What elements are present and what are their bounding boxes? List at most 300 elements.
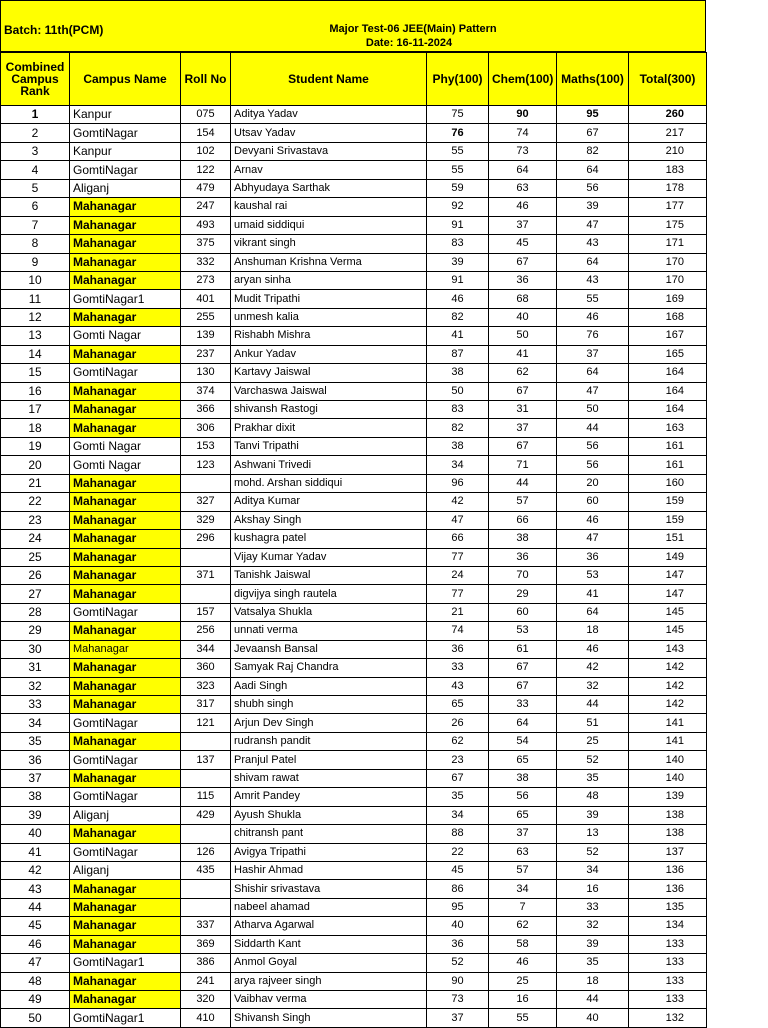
table-row xyxy=(1,179,707,197)
rank-cell: 46 xyxy=(1,935,70,953)
total-score-cell: 177 xyxy=(629,198,707,216)
rank-cell: 20 xyxy=(1,456,70,474)
chem-score-cell: 67 xyxy=(489,659,557,677)
campus-cell: Mahanagar xyxy=(70,419,181,437)
table-row xyxy=(1,142,707,160)
roll-no-cell: 130 xyxy=(181,364,231,382)
student-name-cell: Pranjul Patel xyxy=(231,751,427,769)
student-name-cell: Aadi Singh xyxy=(231,677,427,695)
roll-no-cell xyxy=(181,898,231,916)
rank-cell: 40 xyxy=(1,825,70,843)
total-score-cell: 141 xyxy=(629,732,707,750)
campus-cell: Mahanagar xyxy=(70,640,181,658)
campus-cell: Kanpur xyxy=(70,106,181,124)
total-score-cell: 161 xyxy=(629,456,707,474)
rank-cell: 43 xyxy=(1,880,70,898)
total-score-cell: 210 xyxy=(629,142,707,160)
campus-cell: Mahanagar xyxy=(70,935,181,953)
maths-score-cell: 46 xyxy=(557,308,629,326)
roll-no-cell: 256 xyxy=(181,622,231,640)
rank-cell: 44 xyxy=(1,898,70,916)
maths-score-cell: 52 xyxy=(557,751,629,769)
total-score-cell: 136 xyxy=(629,880,707,898)
table-row xyxy=(1,216,707,234)
chem-score-cell: 67 xyxy=(489,253,557,271)
table-row xyxy=(1,603,707,621)
table-row xyxy=(1,917,707,935)
chem-score-cell: 60 xyxy=(489,603,557,621)
total-score-cell: 159 xyxy=(629,511,707,529)
total-score-cell: 170 xyxy=(629,253,707,271)
campus-cell: Mahanagar xyxy=(70,271,181,289)
table-row xyxy=(1,511,707,529)
table-row xyxy=(1,124,707,142)
rank-cell: 8 xyxy=(1,235,70,253)
chem-score-cell: 65 xyxy=(489,751,557,769)
table-row xyxy=(1,677,707,695)
rank-cell: 48 xyxy=(1,972,70,990)
maths-score-cell: 64 xyxy=(557,603,629,621)
roll-no-cell: 386 xyxy=(181,954,231,972)
student-name-cell: shivansh Rastogi xyxy=(231,401,427,419)
student-name-cell: rudransh pandit xyxy=(231,732,427,750)
rank-cell: 7 xyxy=(1,216,70,234)
roll-no-cell: 375 xyxy=(181,235,231,253)
total-score-cell: 147 xyxy=(629,566,707,584)
chem-score-cell: 45 xyxy=(489,235,557,253)
roll-no-cell: 323 xyxy=(181,677,231,695)
rank-cell: 23 xyxy=(1,511,70,529)
student-name-cell: Abhyudaya Sarthak xyxy=(231,179,427,197)
maths-score-cell: 37 xyxy=(557,345,629,363)
table-row xyxy=(1,659,707,677)
table-row xyxy=(1,308,707,326)
roll-no-cell: 121 xyxy=(181,714,231,732)
student-name-cell: unmesh kalia xyxy=(231,308,427,326)
phy-score-cell: 52 xyxy=(427,954,489,972)
phy-score-cell: 91 xyxy=(427,271,489,289)
phy-score-cell: 67 xyxy=(427,769,489,787)
maths-score-cell: 82 xyxy=(557,142,629,160)
phy-score-cell: 23 xyxy=(427,751,489,769)
table-row xyxy=(1,290,707,308)
student-name-cell: Vatsalya Shukla xyxy=(231,603,427,621)
roll-no-cell: 410 xyxy=(181,1009,231,1027)
maths-score-cell: 64 xyxy=(557,364,629,382)
rank-cell: 3 xyxy=(1,142,70,160)
student-name-cell: Siddarth Kant xyxy=(231,935,427,953)
campus-cell: Mahanagar xyxy=(70,991,181,1009)
campus-cell: Gomti Nagar xyxy=(70,456,181,474)
table-row xyxy=(1,437,707,455)
rank-cell: 16 xyxy=(1,382,70,400)
maths-score-cell: 34 xyxy=(557,861,629,879)
student-name-cell: shivam rawat xyxy=(231,769,427,787)
chem-score-cell: 7 xyxy=(489,898,557,916)
campus-cell: Mahanagar xyxy=(70,493,181,511)
campus-cell: Kanpur xyxy=(70,142,181,160)
roll-no-cell: 366 xyxy=(181,401,231,419)
maths-score-cell: 46 xyxy=(557,511,629,529)
rank-cell: 35 xyxy=(1,732,70,750)
rank-cell: 4 xyxy=(1,161,70,179)
chem-score-cell: 70 xyxy=(489,566,557,584)
chem-score-cell: 62 xyxy=(489,364,557,382)
roll-no-cell: 139 xyxy=(181,327,231,345)
roll-no-cell: 493 xyxy=(181,216,231,234)
roll-no-cell xyxy=(181,548,231,566)
roll-no-cell: 327 xyxy=(181,493,231,511)
student-name-cell: Shishir srivastava xyxy=(231,880,427,898)
campus-cell: Mahanagar xyxy=(70,548,181,566)
campus-cell: Gomti Nagar xyxy=(70,437,181,455)
campus-cell: GomtiNagar xyxy=(70,714,181,732)
campus-cell: Mahanagar xyxy=(70,308,181,326)
table-row xyxy=(1,825,707,843)
roll-no-cell: 237 xyxy=(181,345,231,363)
campus-cell: GomtiNagar1 xyxy=(70,954,181,972)
campus-cell: Aliganj xyxy=(70,861,181,879)
chem-score-cell: 29 xyxy=(489,585,557,603)
results-body xyxy=(1,106,707,1028)
table-row xyxy=(1,806,707,824)
maths-score-cell: 25 xyxy=(557,732,629,750)
table-row xyxy=(1,585,707,603)
total-score-cell: 161 xyxy=(629,437,707,455)
chem-score-cell: 56 xyxy=(489,788,557,806)
campus-cell: Mahanagar xyxy=(70,898,181,916)
student-name-cell: Vijay Kumar Yadav xyxy=(231,548,427,566)
chem-score-cell: 63 xyxy=(489,179,557,197)
chem-score-cell: 67 xyxy=(489,677,557,695)
student-name-cell: Avigya Tripathi xyxy=(231,843,427,861)
chem-score-cell: 65 xyxy=(489,806,557,824)
rank-cell: 29 xyxy=(1,622,70,640)
phy-score-cell: 37 xyxy=(427,1009,489,1027)
student-name-cell: Varchaswa Jaiswal xyxy=(231,382,427,400)
campus-cell: GomtiNagar xyxy=(70,364,181,382)
rank-cell: 5 xyxy=(1,179,70,197)
phy-score-cell: 26 xyxy=(427,714,489,732)
phy-score-cell: 74 xyxy=(427,622,489,640)
roll-no-cell: 123 xyxy=(181,456,231,474)
roll-no-cell: 157 xyxy=(181,603,231,621)
campus-cell: Aliganj xyxy=(70,806,181,824)
roll-no-cell: 273 xyxy=(181,271,231,289)
table-row xyxy=(1,622,707,640)
phy-score-cell: 40 xyxy=(427,917,489,935)
total-score-cell: 138 xyxy=(629,825,707,843)
roll-no-cell xyxy=(181,585,231,603)
table-row xyxy=(1,1009,707,1027)
student-name-cell: Prakhar dixit xyxy=(231,419,427,437)
chem-score-cell: 66 xyxy=(489,511,557,529)
maths-score-cell: 46 xyxy=(557,640,629,658)
roll-no-cell xyxy=(181,474,231,492)
total-score-cell: 141 xyxy=(629,714,707,732)
student-name-cell: chitransh pant xyxy=(231,825,427,843)
total-score-cell: 136 xyxy=(629,861,707,879)
maths-score-cell: 44 xyxy=(557,419,629,437)
student-name-cell: Arnav xyxy=(231,161,427,179)
rank-cell: 24 xyxy=(1,530,70,548)
total-score-cell: 132 xyxy=(629,1009,707,1027)
student-name-cell: Hashir Ahmad xyxy=(231,861,427,879)
roll-no-cell xyxy=(181,880,231,898)
campus-cell: GomtiNagar xyxy=(70,843,181,861)
col-header-chem: Chem(100) xyxy=(489,53,557,106)
chem-score-cell: 40 xyxy=(489,308,557,326)
rank-cell: 34 xyxy=(1,714,70,732)
chem-score-cell: 50 xyxy=(489,327,557,345)
student-name-cell: nabeel ahamad xyxy=(231,898,427,916)
roll-no-cell xyxy=(181,825,231,843)
maths-score-cell: 32 xyxy=(557,677,629,695)
table-row xyxy=(1,972,707,990)
maths-score-cell: 48 xyxy=(557,788,629,806)
phy-score-cell: 88 xyxy=(427,825,489,843)
campus-cell: Mahanagar xyxy=(70,474,181,492)
table-row xyxy=(1,106,707,124)
table-row xyxy=(1,364,707,382)
student-name-cell: mohd. Arshan siddiqui xyxy=(231,474,427,492)
student-name-cell: Samyak Raj Chandra xyxy=(231,659,427,677)
phy-score-cell: 75 xyxy=(427,106,489,124)
roll-no-cell: 401 xyxy=(181,290,231,308)
chem-score-cell: 73 xyxy=(489,142,557,160)
student-name-cell: Rishabh Mishra xyxy=(231,327,427,345)
campus-cell: GomtiNagar xyxy=(70,603,181,621)
chem-score-cell: 44 xyxy=(489,474,557,492)
maths-score-cell: 18 xyxy=(557,972,629,990)
total-score-cell: 160 xyxy=(629,474,707,492)
table-row xyxy=(1,474,707,492)
rank-cell: 13 xyxy=(1,327,70,345)
chem-score-cell: 25 xyxy=(489,972,557,990)
phy-score-cell: 46 xyxy=(427,290,489,308)
table-row xyxy=(1,751,707,769)
phy-score-cell: 38 xyxy=(427,364,489,382)
total-score-cell: 140 xyxy=(629,751,707,769)
roll-no-cell: 075 xyxy=(181,106,231,124)
phy-score-cell: 90 xyxy=(427,972,489,990)
phy-score-cell: 82 xyxy=(427,419,489,437)
total-score-cell: 169 xyxy=(629,290,707,308)
maths-score-cell: 51 xyxy=(557,714,629,732)
phy-score-cell: 35 xyxy=(427,788,489,806)
total-score-cell: 151 xyxy=(629,530,707,548)
chem-score-cell: 38 xyxy=(489,769,557,787)
roll-no-cell: 329 xyxy=(181,511,231,529)
student-name-cell: Vaibhav verma xyxy=(231,991,427,1009)
roll-no-cell: 317 xyxy=(181,696,231,714)
roll-no-cell: 296 xyxy=(181,530,231,548)
student-name-cell: Kartavy Jaiswal xyxy=(231,364,427,382)
roll-no-cell: 429 xyxy=(181,806,231,824)
rank-cell: 45 xyxy=(1,917,70,935)
phy-score-cell: 50 xyxy=(427,382,489,400)
campus-cell: Aliganj xyxy=(70,179,181,197)
rank-cell: 50 xyxy=(1,1009,70,1027)
rank-cell: 37 xyxy=(1,769,70,787)
roll-no-cell: 137 xyxy=(181,751,231,769)
rank-cell: 6 xyxy=(1,198,70,216)
table-row xyxy=(1,769,707,787)
roll-no-cell: 102 xyxy=(181,142,231,160)
rank-cell: 2 xyxy=(1,124,70,142)
total-score-cell: 167 xyxy=(629,327,707,345)
total-score-cell: 137 xyxy=(629,843,707,861)
campus-cell: Mahanagar xyxy=(70,880,181,898)
student-name-cell: arya rajveer singh xyxy=(231,972,427,990)
rank-cell: 18 xyxy=(1,419,70,437)
chem-score-cell: 33 xyxy=(489,696,557,714)
rank-cell: 19 xyxy=(1,437,70,455)
maths-score-cell: 47 xyxy=(557,382,629,400)
maths-score-cell: 39 xyxy=(557,935,629,953)
chem-score-cell: 74 xyxy=(489,124,557,142)
maths-score-cell: 64 xyxy=(557,161,629,179)
phy-score-cell: 43 xyxy=(427,677,489,695)
table-row xyxy=(1,401,707,419)
chem-score-cell: 16 xyxy=(489,991,557,1009)
maths-score-cell: 43 xyxy=(557,271,629,289)
col-header-campus: Campus Name xyxy=(70,53,181,106)
student-name-cell: Mudit Tripathi xyxy=(231,290,427,308)
roll-no-cell: 344 xyxy=(181,640,231,658)
total-score-cell: 165 xyxy=(629,345,707,363)
roll-no-cell: 122 xyxy=(181,161,231,179)
phy-score-cell: 91 xyxy=(427,216,489,234)
chem-score-cell: 34 xyxy=(489,880,557,898)
campus-cell: Mahanagar xyxy=(70,659,181,677)
phy-score-cell: 77 xyxy=(427,585,489,603)
rank-cell: 17 xyxy=(1,401,70,419)
total-score-cell: 133 xyxy=(629,954,707,972)
maths-score-cell: 18 xyxy=(557,622,629,640)
maths-score-cell: 20 xyxy=(557,474,629,492)
phy-score-cell: 36 xyxy=(427,640,489,658)
roll-no-cell: 360 xyxy=(181,659,231,677)
student-name-cell: Atharva Agarwal xyxy=(231,917,427,935)
campus-cell: Mahanagar xyxy=(70,622,181,640)
roll-no-cell xyxy=(181,732,231,750)
phy-score-cell: 42 xyxy=(427,493,489,511)
phy-score-cell: 38 xyxy=(427,437,489,455)
rank-cell: 9 xyxy=(1,253,70,271)
campus-cell: Mahanagar xyxy=(70,235,181,253)
maths-score-cell: 16 xyxy=(557,880,629,898)
total-score-cell: 170 xyxy=(629,271,707,289)
total-score-cell: 134 xyxy=(629,917,707,935)
chem-score-cell: 53 xyxy=(489,622,557,640)
student-name-cell: Anshuman Krishna Verma xyxy=(231,253,427,271)
maths-score-cell: 47 xyxy=(557,530,629,548)
table-row xyxy=(1,566,707,584)
table-row xyxy=(1,548,707,566)
student-name-cell: Akshay Singh xyxy=(231,511,427,529)
campus-cell: Mahanagar xyxy=(70,198,181,216)
table-row xyxy=(1,696,707,714)
total-score-cell: 149 xyxy=(629,548,707,566)
phy-score-cell: 73 xyxy=(427,991,489,1009)
student-name-cell: Aditya Yadav xyxy=(231,106,427,124)
total-score-cell: 142 xyxy=(629,659,707,677)
campus-cell: GomtiNagar xyxy=(70,751,181,769)
total-score-cell: 175 xyxy=(629,216,707,234)
chem-score-cell: 31 xyxy=(489,401,557,419)
roll-no-cell: 255 xyxy=(181,308,231,326)
total-score-cell: 133 xyxy=(629,972,707,990)
chem-score-cell: 57 xyxy=(489,493,557,511)
campus-cell: Mahanagar xyxy=(70,530,181,548)
phy-score-cell: 92 xyxy=(427,198,489,216)
rank-cell: 33 xyxy=(1,696,70,714)
total-score-cell: 133 xyxy=(629,991,707,1009)
chem-score-cell: 36 xyxy=(489,271,557,289)
phy-score-cell: 83 xyxy=(427,235,489,253)
col-header-rank: Combined Campus Rank xyxy=(1,53,70,106)
campus-cell: GomtiNagar xyxy=(70,124,181,142)
campus-cell: Mahanagar xyxy=(70,253,181,271)
table-row xyxy=(1,493,707,511)
maths-score-cell: 50 xyxy=(557,401,629,419)
phy-score-cell: 36 xyxy=(427,935,489,953)
total-score-cell: 140 xyxy=(629,769,707,787)
total-score-cell: 142 xyxy=(629,696,707,714)
student-name-cell: Anmol Goyal xyxy=(231,954,427,972)
rank-cell: 21 xyxy=(1,474,70,492)
rank-cell: 36 xyxy=(1,751,70,769)
roll-no-cell: 154 xyxy=(181,124,231,142)
phy-score-cell: 82 xyxy=(427,308,489,326)
roll-no-cell: 241 xyxy=(181,972,231,990)
col-header-student: Student Name xyxy=(231,53,427,106)
chem-score-cell: 38 xyxy=(489,530,557,548)
rank-cell: 26 xyxy=(1,566,70,584)
phy-score-cell: 21 xyxy=(427,603,489,621)
total-score-cell: 183 xyxy=(629,161,707,179)
campus-cell: GomtiNagar xyxy=(70,788,181,806)
table-row xyxy=(1,198,707,216)
student-name-cell: Devyani Srivastava xyxy=(231,142,427,160)
student-name-cell: Utsav Yadav xyxy=(231,124,427,142)
rank-cell: 38 xyxy=(1,788,70,806)
maths-score-cell: 33 xyxy=(557,898,629,916)
phy-score-cell: 96 xyxy=(427,474,489,492)
maths-score-cell: 35 xyxy=(557,769,629,787)
chem-score-cell: 68 xyxy=(489,290,557,308)
maths-score-cell: 39 xyxy=(557,806,629,824)
chem-score-cell: 64 xyxy=(489,161,557,179)
student-name-cell: Jevaansh Bansal xyxy=(231,640,427,658)
roll-no-cell: 306 xyxy=(181,419,231,437)
student-name-cell: Ashwani Trivedi xyxy=(231,456,427,474)
total-score-cell: 164 xyxy=(629,382,707,400)
total-score-cell: 159 xyxy=(629,493,707,511)
student-name-cell: aryan sinha xyxy=(231,271,427,289)
table-row xyxy=(1,991,707,1009)
phy-score-cell: 33 xyxy=(427,659,489,677)
chem-score-cell: 90 xyxy=(489,106,557,124)
chem-score-cell: 46 xyxy=(489,954,557,972)
campus-cell: GomtiNagar1 xyxy=(70,1009,181,1027)
table-row xyxy=(1,161,707,179)
total-score-cell: 163 xyxy=(629,419,707,437)
test-date: Date: 16-11-2024 xyxy=(365,37,453,49)
campus-cell: Gomti Nagar xyxy=(70,327,181,345)
table-row xyxy=(1,788,707,806)
